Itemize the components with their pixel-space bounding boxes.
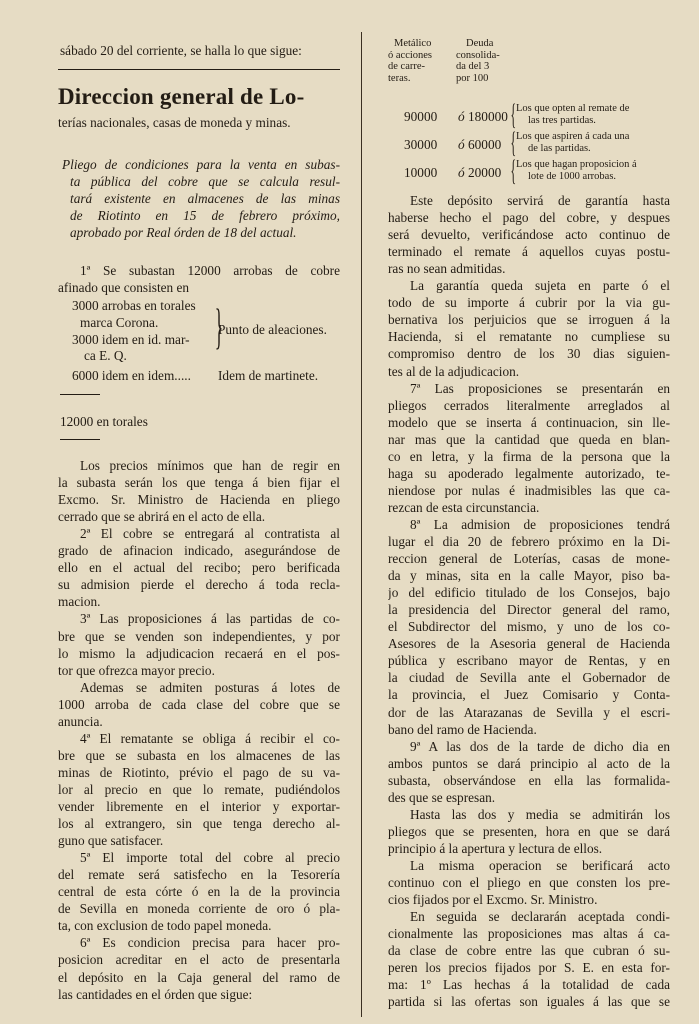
body-text-line: des que se espresan. <box>388 789 496 805</box>
lot-a-description: Punto de aleaciones. <box>218 322 327 337</box>
body-text-line: su admision pierde el derecho á toda recla- <box>58 577 340 593</box>
intro-line: sábado 20 del corriente, se halla lo que sigue: <box>60 43 302 58</box>
body-text-line: 5ª El importe total del cobre al precio <box>80 850 340 866</box>
body-text-line: terminado el remate á aquellos cuyas postu- <box>388 244 670 260</box>
total-line: 12000 en torales <box>60 414 148 429</box>
body-text-line: de Sevilla en moneda corriente de oro ó pla- <box>58 901 340 917</box>
body-text-line: dor de las Atarazanas de Sevilla y el escri- <box>388 704 670 720</box>
table-deuda-value: 60000 <box>468 137 502 152</box>
body-text-line: ta, con exclusion de todo papel moneda. <box>58 918 272 934</box>
body-text-line: posicion acreditar en el acto de presentarla <box>58 952 340 968</box>
body-text-line: Excmo. Sr. Ministro de Hacienda en pliego <box>58 492 340 508</box>
body-text-line: bre que se venden son independientes, y por <box>58 628 340 644</box>
body-text-line: compromiso dentro de los 30 dias siguien- <box>388 346 670 362</box>
table-description: de las partidas. <box>528 143 591 154</box>
body-text-line: rezcan de esta circunstancia. <box>388 499 540 515</box>
total-rule <box>60 394 100 395</box>
body-text-line: da y minas, sita en la calle Mayor, piso ba- <box>388 568 670 584</box>
body-text-line: central de esta córte ó en la de la provincia <box>58 884 340 900</box>
lot-b-description: Idem de martinete. <box>218 368 319 383</box>
table-description: las tres partidas. <box>528 115 596 126</box>
table-separator: ó <box>458 109 465 124</box>
brace: { <box>510 126 517 159</box>
pliego-title-line: ta pública del cobre que se calcula resul- <box>70 174 340 189</box>
body-text-line: será devuelto, verificándose acto continuo de <box>388 227 670 243</box>
body-text-line: cios fijados por el Excmo. Sr. Ministro. <box>388 892 598 908</box>
table-metal-value: 90000 <box>404 109 438 124</box>
body-text-line: Ademas se admiten posturas á lotes de <box>80 679 340 695</box>
body-text-line: anuncia. <box>58 713 103 729</box>
total-rule <box>60 439 100 440</box>
body-text-line: 6ª Es condicion precisa para hacer pro- <box>80 935 340 951</box>
table-separator: ó <box>458 137 465 152</box>
pliego-title-line: Pliego de condiciones para la venta en subas- <box>62 157 340 172</box>
table-header-deuda: consolida- <box>456 49 500 61</box>
body-text-line: jo del edificio titulado de los Consejos, bajo <box>388 585 670 601</box>
brace: } <box>214 298 224 354</box>
table-header-deuda: da del 3 <box>456 61 490 72</box>
table-description: Los que hagan proposicion á <box>516 159 637 170</box>
lot-a-line: ca E. Q. <box>84 348 127 363</box>
body-text-line: niendose por nulas é inadmisibles las que ca- <box>388 482 670 498</box>
pliego-title-line: de Riotinto en 15 de febrero próximo, <box>70 208 340 223</box>
body-text-line: continuo con el pliego en que consten los pre- <box>388 875 670 890</box>
table-deuda-value: 180000 <box>468 109 508 124</box>
body-text-line: vender libremente en el interior y exportar- <box>58 799 340 814</box>
body-text-line: cerrado que se abrirá en el acto de ella. <box>58 509 266 525</box>
body-text-line: modelo que se inserta á continuacion, sin lle- <box>388 414 670 430</box>
body-text-line: macion. <box>58 594 101 610</box>
body-text-line: 1000 arroba de cada clase del cobre que se <box>58 696 340 712</box>
body-text-line: co en letra, y la firma de la persona que la <box>388 448 670 464</box>
body-text-line: pliegos que se presenten, hora en que se dará <box>388 823 670 839</box>
body-text-line: bano del ramo de Hacienda. <box>388 721 537 737</box>
body-text-line: subasta, observándose en ella las formalida- <box>388 772 670 788</box>
body-text-line: 2ª El cobre se entregará al contratista al <box>80 526 340 542</box>
body-text-line: Hasta las dos y media se admitirán los <box>410 806 670 822</box>
table-header-metal: de carre- <box>388 61 426 72</box>
pliego-title-line: aprobado por Real órden de 18 del actual. <box>70 225 297 240</box>
body-text-line: lor al precio en que lo remate, pudiéndolos <box>58 781 340 797</box>
condition-1-line: afinado que consisten en <box>58 280 190 295</box>
body-text-line: 9ª A las dos de la tarde de dicho dia en <box>410 738 670 754</box>
body-text-line: haberse hecho el pago del cobre, y despues <box>388 210 670 226</box>
body-text-line: los al extrangero, sin que tenga derecho al- <box>58 816 340 832</box>
body-text-line: En seguida se declararán aceptada condi- <box>410 909 670 925</box>
body-text-line: Los precios mínimos que han de regir en <box>80 458 340 473</box>
body-text-line: guno que satisfacer. <box>58 833 164 849</box>
table-metal-value: 10000 <box>404 165 438 180</box>
body-text-line: bernativa los perjuicios que se irroguen á la <box>388 312 670 328</box>
table-header-deuda: por 100 <box>456 72 489 84</box>
body-text-line: tor que ofrezca mayor precio. <box>58 662 215 678</box>
body-text-line: da clase de cobre entre las que cubran ó su- <box>388 943 670 959</box>
body-text-line: Asesores de la Asesoria general de Hacienda <box>388 636 670 652</box>
body-text-line: bre que se subasta en los almacenes de las <box>58 747 340 763</box>
body-text-line: el Subdirector del mismo, y uno de los co- <box>388 619 670 635</box>
lot-a-line: 3000 arrobas en torales <box>72 298 196 313</box>
table-description: Los que opten al remate de <box>516 103 630 114</box>
body-text-line: cionalmente las proposiciones mas altas á ca- <box>388 926 670 942</box>
table-header-metal: Metálico <box>394 38 432 49</box>
table-separator: ó <box>458 165 465 180</box>
lot-a-line: marca Corona. <box>80 315 159 330</box>
body-text-line: 4ª El rematante se obliga á recibir el co- <box>80 730 340 746</box>
table-header-deuda: Deuda <box>466 38 494 49</box>
body-text-line: lugar el dia 20 de febrero próximo en la Di- <box>388 534 670 549</box>
body-text-line: todo de su importe á cubrir por la via gu- <box>388 295 670 311</box>
table-header-metal: ó acciones <box>388 49 433 61</box>
body-text-line: La misma operacion se berificará acto <box>410 857 670 873</box>
body-text-line: partida si las ofertas son iguales á las que se <box>388 994 670 1010</box>
body-text-line: la provincia, el Juez Comisario y Conta- <box>388 687 670 703</box>
lot-a-line: 3000 idem en id. mar- <box>72 332 190 347</box>
condition-1-line: 1ª Se subastan 12000 arrobas de cobre <box>80 263 340 278</box>
body-text-line: pliegos cerrados literalmente arreglados al <box>388 397 670 413</box>
body-text-line: nar mas que la cantidad que queda en blan- <box>388 431 670 447</box>
body-text-line: haga su apoderado legalmente autorizado, te- <box>388 465 670 481</box>
body-text-line: lo mismo la adjudicacion recaerá en el pos- <box>58 645 340 661</box>
body-text-line: las cantidades en el órden que sigue: <box>58 986 253 1002</box>
pliego-title-line: tará existente en almacenes de las minas <box>70 191 340 206</box>
body-text-line: el depósito en la Caja general del ramo de <box>58 969 340 985</box>
lot-b-line: 6000 idem en idem..... <box>72 368 191 383</box>
body-text-line: 7ª Las proposiciones se presentarán en <box>410 380 670 396</box>
body-text-line: 8ª La admision de proposiciones tendrá <box>410 516 670 532</box>
body-text-line: la presidencia del Director general del ramo, <box>388 602 670 618</box>
body-text-line: ras no sean admitidas. <box>388 261 506 277</box>
body-text-line: principio á la apertura y lectura de ellos. <box>388 840 603 856</box>
body-text-line: Hacienda, si el rematante no cumpliese su <box>388 329 670 345</box>
body-text-line: 3ª Las proposiciones á las partidas de co- <box>80 611 340 627</box>
brace: { <box>510 98 517 131</box>
table-metal-value: 30000 <box>404 137 438 152</box>
body-text-line: del remate será satisfecho en la Tesorería <box>58 867 340 883</box>
body-text-line: Este depósito servirá de garantía hasta <box>410 193 670 208</box>
body-text-line: la subasta serán los que tenga á bien fijar el <box>58 475 340 491</box>
section-heading: Direccion general de Lo- <box>58 84 305 109</box>
body-text-line: pública y escribano mayor de Rentas, y en <box>388 653 670 669</box>
table-header-metal: teras. <box>388 72 411 84</box>
table-description: Los que aspiren á cada una <box>516 131 630 142</box>
separator-rule <box>58 69 340 70</box>
body-text-line: ma: 1º Las hechas á la totalidad de cada <box>388 977 670 993</box>
column-divider <box>361 32 362 1017</box>
body-text-line: grado de afinacion indicado, asegurándose de <box>58 543 340 559</box>
body-text-line: peren los precios fijados por S. E. en esta for- <box>388 960 670 976</box>
body-text-line: ambos puntos se dará principio al acto de la <box>388 755 670 771</box>
body-text-line: La garantía queda sujeta en parte ó el <box>410 278 670 294</box>
body-text-line: la ciudad de Sevilla ante el Gobernador de <box>388 670 670 686</box>
body-text-line: minas de Riotinto, prévio el pago de su va- <box>58 764 340 780</box>
table-deuda-value: 20000 <box>468 165 502 180</box>
table-description: lote de 1000 arrobas. <box>528 171 617 182</box>
body-text-line: reccion general de Loterías, casas de mone- <box>388 551 670 567</box>
body-text-line: ello en el actual del recibo; pero berificada <box>58 560 340 576</box>
brace: { <box>510 154 517 187</box>
body-text-line: tes al de la adjudicacion. <box>388 363 520 379</box>
section-subheading: terías nacionales, casas de moneda y minas. <box>58 115 291 130</box>
